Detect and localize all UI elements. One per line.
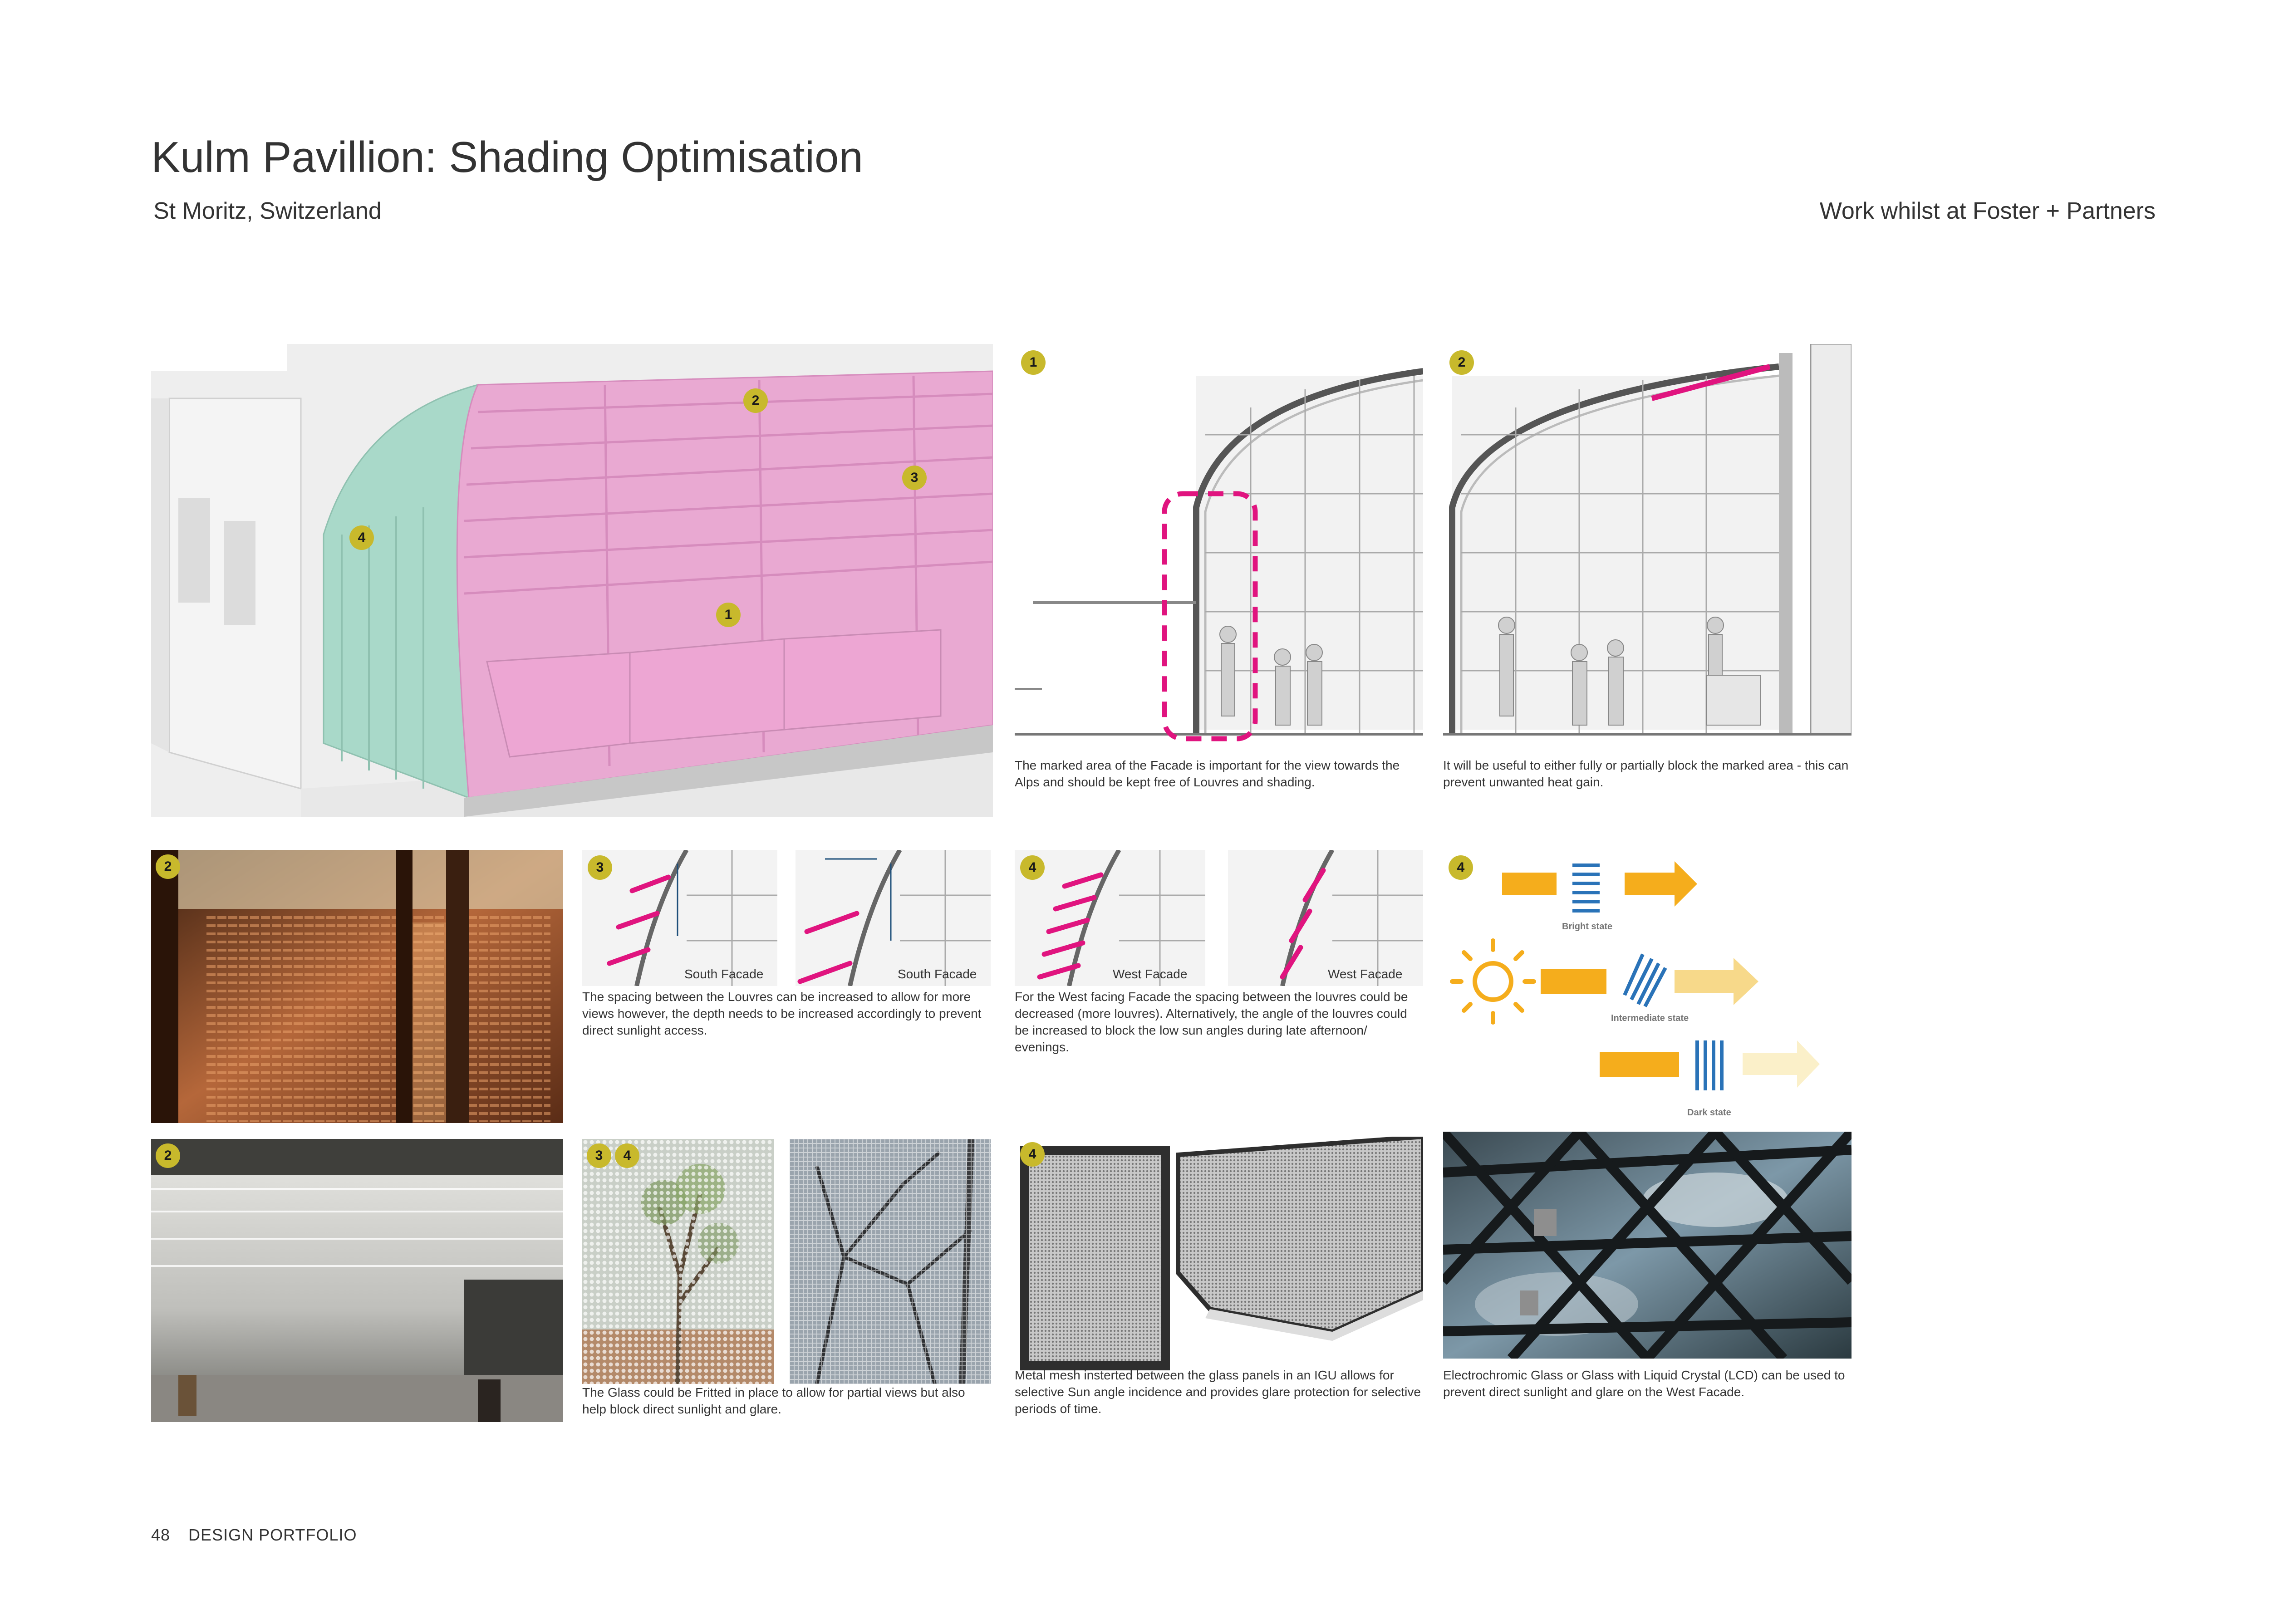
marker-badge-2: 2	[156, 854, 180, 879]
marker-badge-4: 4	[1020, 1142, 1045, 1167]
label-west-facade-a: West Facade	[1113, 967, 1188, 981]
marker-badge-3: 3	[587, 1143, 611, 1168]
marker-badge-1: 1	[1021, 350, 1046, 375]
marker-badge-2: 2	[743, 388, 768, 413]
diagram-louvres-west	[1015, 850, 1423, 986]
pavilion-rendering	[151, 344, 993, 817]
label-dark-state: Dark state	[1687, 1108, 1731, 1118]
marker-badge-3: 3	[588, 855, 612, 880]
marker-badge-2: 2	[1449, 350, 1474, 375]
page-footer	[151, 1526, 357, 1545]
diagram-glass-states	[1443, 850, 1852, 1131]
diagram-louvres-south	[582, 850, 991, 986]
label-west-facade-b: West Facade	[1328, 967, 1403, 981]
photo-metal-mesh-igu	[1015, 1137, 1423, 1384]
label-south-facade-b: South Facade	[898, 967, 977, 981]
marker-badge-3: 3	[902, 466, 927, 490]
caption-louvres-west: For the West facing Facade the spacing between the louvres could be decreased (more louvres). Alternatively, the angle of the louvres could be increased to block the low sun angles during late afternoon/ evenings.	[1015, 990, 1408, 1054]
photo-fritted-glass-branches	[790, 1139, 991, 1384]
photo-warm-louvres	[151, 850, 563, 1123]
marker-badge-2: 2	[156, 1143, 180, 1168]
label-bright-state: Bright state	[1562, 922, 1613, 932]
page-number: 48	[151, 1526, 171, 1544]
caption-louvres-south: The spacing between the Louvres can be increased to allow for more views however, the depth needs to be increased accordingly to prevent direct sunlight access.	[582, 990, 982, 1037]
photo-electrochromic-roof	[1443, 1132, 1852, 1359]
label-south-facade-a: South Facade	[684, 967, 764, 981]
marker-badge-4: 4	[1020, 855, 1045, 880]
caption-metal-mesh: Metal mesh insterted between the glass panels in an IGU allows for selective Sun angle incidence and provides glare protection for selective periods of time.	[1015, 1368, 1421, 1416]
credit-note: Work whilst at Foster + Partners	[1819, 198, 2156, 224]
section-drawing-view	[1015, 344, 1423, 752]
caption-view-area: The marked area of the Facade is important for the view towards the Alps and should be kept free of Louvres and shading.	[1015, 758, 1400, 789]
section-drawing-roof	[1443, 344, 1852, 752]
page-title: Kulm Pavillion: Shading Optimisation	[151, 133, 863, 182]
caption-heat-gain: It will be useful to either fully or partially block the marked area - this can prevent unwanted heat gain.	[1443, 758, 1849, 789]
photo-fritted-glass-tree	[582, 1139, 774, 1384]
footer-label: DESIGN PORTFOLIO	[188, 1526, 357, 1544]
caption-fritted-glass: The Glass could be Fritted in place to allow for partial views but also help block direct sunlight and glare.	[582, 1385, 965, 1416]
marker-badge-4: 4	[1449, 855, 1473, 880]
photo-interior-hall	[151, 1139, 563, 1422]
page-subtitle: St Moritz, Switzerland	[153, 198, 382, 224]
label-intermediate-state: Intermediate state	[1611, 1013, 1689, 1023]
marker-badge-1: 1	[716, 603, 741, 627]
caption-electrochromic: Electrochromic Glass or Glass with Liquid Crystal (LCD) can be used to prevent direct sunlight and glare on the West Facade.	[1443, 1368, 1845, 1399]
marker-badge-4: 4	[349, 525, 374, 550]
marker-badge-4: 4	[615, 1143, 639, 1168]
